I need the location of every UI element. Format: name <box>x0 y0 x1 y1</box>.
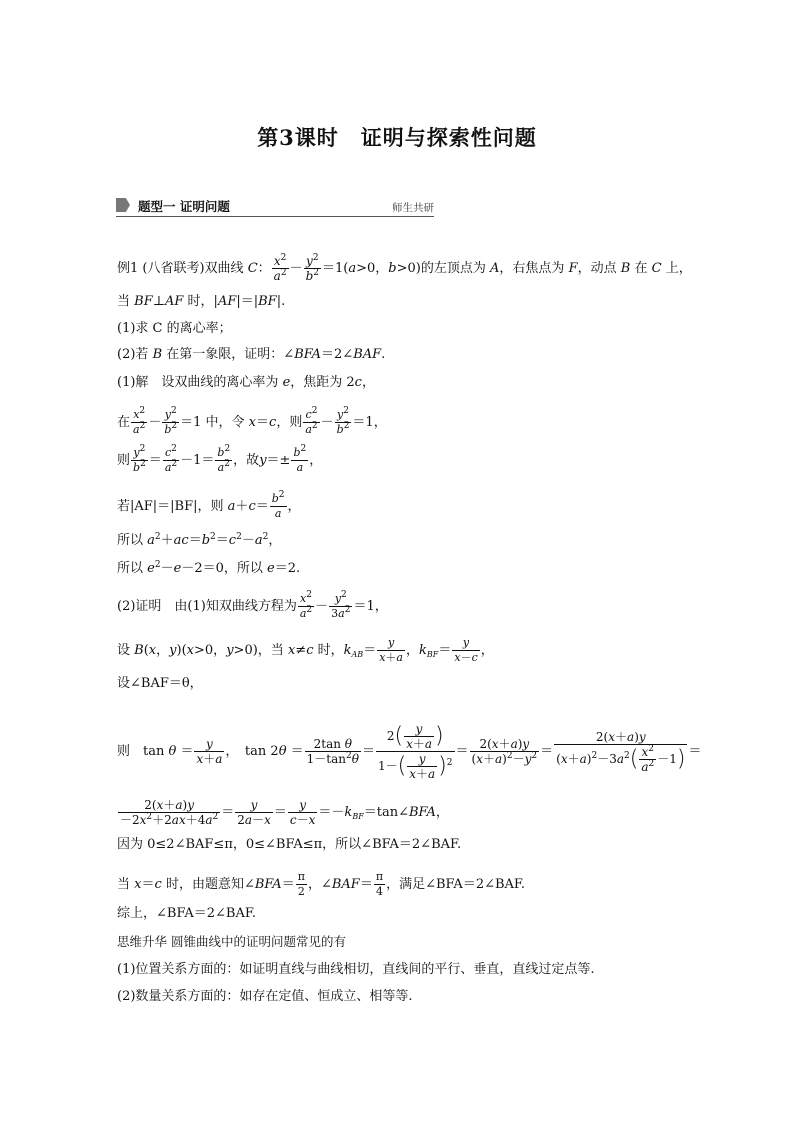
solution-2-summary: 综上，∠BFA＝2∠BAF. <box>117 906 256 921</box>
solution-1-step-1: 在 $\frac{x^2}{a^2}$ － $\frac{y^2}{b^2}$ ＝1 中，令 x＝c，则 $\frac{c^2}{a^2}$ － $\frac{y^2}{b^2}$ ＝1， <box>117 406 387 436</box>
solution-2-intro: (2)证明 由(1)知双曲线方程为 $\frac{x^2}{a^2}$ － $\frac{y^2}{3a^2}$ ＝1， <box>117 590 388 620</box>
solution-2-slopes: 设 B(x，y)(x>0，y>0)，当 x≠c 时，$k_{AB}=$ $\frac{y}{x+a}$ ，$k_{BF}=$ $\frac{y}{x-c}$ ， <box>117 636 494 664</box>
solution-2-angle: 设∠BAF＝θ， <box>117 676 203 691</box>
page-title: 第3课时 证明与探索性问题 <box>257 125 537 150</box>
solution-1-result: 所以 $e^2-e-2=0$，所以 e＝2. <box>117 560 301 576</box>
insight-title: 思维升华 圆锥曲线中的证明问题常见的有 <box>117 934 346 949</box>
section-marker-icon <box>116 198 130 212</box>
question-2: (2)若 B 在第一象限，证明：∠BFA＝2∠BAF. <box>117 347 386 362</box>
example-line-1: 例1 (八省联考)双曲线 C： $\frac{x^2}{a^2}$ － $\frac{y^2}{b^2}$ ＝1(a>0，b>0)的左顶点为 A，右焦点为 F，动点 B 在 C 上， <box>117 253 692 283</box>
solution-1-step-2: 则 $\frac{y^2}{b^2}$ ＝ $\frac{c^2}{a^2}$ －1＝ $\frac{b^2}{a^2}$ ，故y＝± $\frac{b^2}{a}$ ， <box>117 444 323 474</box>
solution-1-step-4: 所以 $a^2+ac=b^2=c^2-a^2$， <box>117 532 282 548</box>
question-1: (1)求 C 的离心率； <box>117 321 232 336</box>
solution-1-step-3: 若|AF|＝|BF|，则 a＋c＝ $\frac{b^2}{a}$ ， <box>117 490 301 520</box>
solution-2-tan-line-2: $\frac{2(x+a)y}{-2x^2+2ax+4a^2}$ ＝ $\frac{y}{2a-x}$ ＝ $\frac{y}{c-x}$ $=-k_{BF}=\tan\angle BFA$， <box>120 798 449 827</box>
section-header <box>116 196 434 217</box>
solution-2-tan-line: 则 tan θ ＝ $\frac{y}{x+a}$ ， tan 2θ ＝ $\frac{\text{2tan θ}}{1-\tan^2\theta}$ ＝ 2( $\frac{y}{x+a}$ ) 1－( $\frac{y}{x+a}$ )$^2$ ＝ $\frac{2(x+a)y}{(x+a)^2-y^2}$ ＝ 2(x＋a)y $(x+a)^2-3a^2$( $\frac{x^2}{a^2}$ －1) ＝ <box>117 722 702 781</box>
insight-item-1: (1)位置关系方面的：如证明直线与曲线相切，直线间的平行、垂直，直线过定点等. <box>117 962 595 977</box>
example-line-2: 当 BF⊥AF 时，|AF|＝|BF|. <box>117 294 286 309</box>
section-label: 题型一 证明问题 <box>138 199 230 214</box>
solution-2-range: 因为 0≤2∠BAF≤π，0≤∠BFA≤π，所以∠BFA＝2∠BAF. <box>117 837 462 852</box>
section-tag: 师生共研 <box>392 202 434 214</box>
solution-1-intro: (1)解 设双曲线的离心率为 e，焦距为 2c， <box>117 375 375 390</box>
insight-item-2: (2)数量关系方面的：如存在定值、恒成立、相等等. <box>117 989 413 1004</box>
solution-2-special-case: 当 x＝c 时，由题意知∠BFA＝ $\frac{\pi}{2}$ ，∠BAF＝ $\frac{\pi}{4}$ ，满足∠BFA＝2∠BAF. <box>117 870 526 898</box>
